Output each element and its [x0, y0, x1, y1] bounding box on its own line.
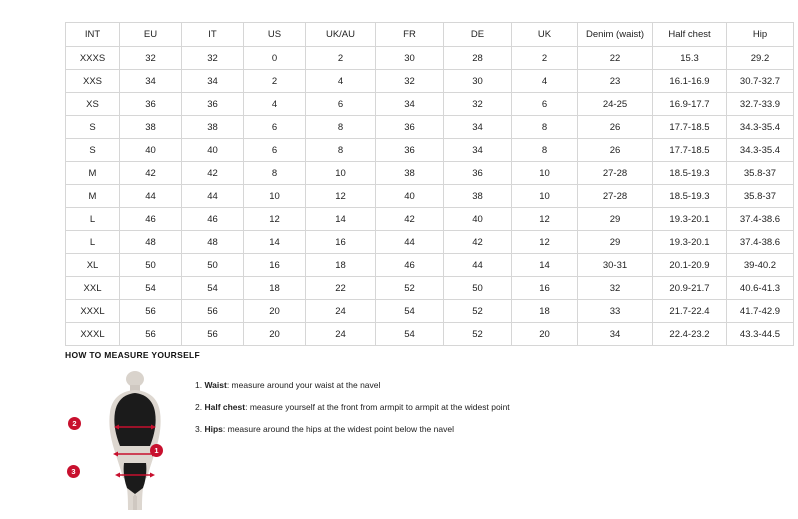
table-cell: 17.7-18.5	[653, 116, 727, 139]
column-header-us: US	[244, 23, 306, 47]
column-header-int: INT	[66, 23, 120, 47]
table-cell: 23	[578, 70, 653, 93]
table-cell: 34.3-35.4	[727, 139, 794, 162]
table-cell: 30	[444, 70, 512, 93]
table-cell: 52	[444, 300, 512, 323]
table-cell: 4	[244, 93, 306, 116]
table-cell: 2	[306, 47, 376, 70]
table-cell: 30	[376, 47, 444, 70]
table-cell: S	[66, 139, 120, 162]
column-header-de: DE	[444, 23, 512, 47]
how-to-measure-title: HOW TO MEASURE YOURSELF	[65, 350, 201, 360]
how-to-measure-section	[65, 350, 735, 510]
table-cell: 54	[376, 323, 444, 346]
table-row	[66, 231, 794, 254]
table-cell: 37.4-38.6	[727, 208, 794, 231]
table-cell: 24	[306, 323, 376, 346]
table-cell: 33	[578, 300, 653, 323]
table-row	[66, 185, 794, 208]
table-row	[66, 277, 794, 300]
table-header-row	[66, 23, 794, 47]
table-cell: 14	[306, 208, 376, 231]
size-chart-container	[65, 22, 781, 346]
table-cell: 42	[444, 231, 512, 254]
table-cell: 42	[182, 162, 244, 185]
table-row	[66, 116, 794, 139]
table-cell: 28	[444, 47, 512, 70]
measure-instructions-list	[185, 370, 510, 446]
table-cell: 22	[578, 47, 653, 70]
table-cell: 4	[512, 70, 578, 93]
table-cell: 20	[244, 323, 306, 346]
table-cell: 38	[120, 116, 182, 139]
column-header-denim-waist: Denim (waist)	[578, 23, 653, 47]
table-cell: 19.3-20.1	[653, 231, 727, 254]
table-cell: 15.3	[653, 47, 727, 70]
table-cell: 30.7-32.7	[727, 70, 794, 93]
table-cell: M	[66, 162, 120, 185]
table-cell: 20.9-21.7	[653, 277, 727, 300]
table-cell: 54	[182, 277, 244, 300]
table-cell: 18	[512, 300, 578, 323]
table-row	[66, 47, 794, 70]
table-cell: 6	[306, 93, 376, 116]
table-cell: 19.3-20.1	[653, 208, 727, 231]
table-cell: 40	[376, 185, 444, 208]
table-cell: 46	[120, 208, 182, 231]
instruction-number-3: 3.	[195, 424, 203, 434]
measure-instruction-hips	[195, 424, 510, 435]
table-cell: 54	[120, 277, 182, 300]
table-cell: 40	[182, 139, 244, 162]
column-header-fr: FR	[376, 23, 444, 47]
table-cell: 21.7-22.4	[653, 300, 727, 323]
table-cell: 16.1-16.9	[653, 70, 727, 93]
table-cell: 36	[444, 162, 512, 185]
table-cell: 46	[376, 254, 444, 277]
table-cell: L	[66, 231, 120, 254]
table-cell: 30-31	[578, 254, 653, 277]
instruction-text-half-chest: : measure yourself at the front from armpit to armpit at the widest point	[245, 402, 510, 412]
table-cell: 24	[306, 300, 376, 323]
table-row	[66, 70, 794, 93]
table-cell: 44	[120, 185, 182, 208]
table-cell: 8	[306, 139, 376, 162]
table-cell: 2	[512, 47, 578, 70]
measure-bullet-3: 3	[67, 465, 80, 478]
table-cell: 8	[244, 162, 306, 185]
table-cell: 32	[182, 47, 244, 70]
table-cell: 34	[444, 116, 512, 139]
table-cell: 36	[182, 93, 244, 116]
table-cell: 32.7-33.9	[727, 93, 794, 116]
table-cell: 27-28	[578, 162, 653, 185]
table-cell: 10	[306, 162, 376, 185]
table-cell: 8	[512, 139, 578, 162]
table-cell: 34	[444, 139, 512, 162]
table-cell: 34	[182, 70, 244, 93]
table-cell: 40	[444, 208, 512, 231]
table-cell: 50	[182, 254, 244, 277]
column-header-uk: UK	[512, 23, 578, 47]
table-cell: 56	[182, 323, 244, 346]
table-cell: 6	[244, 139, 306, 162]
table-cell: 36	[376, 116, 444, 139]
table-cell: 32	[376, 70, 444, 93]
table-cell: 10	[512, 185, 578, 208]
table-cell: 38	[182, 116, 244, 139]
measure-instruction-waist	[195, 380, 510, 391]
table-cell: 54	[376, 300, 444, 323]
table-cell: 10	[512, 162, 578, 185]
table-cell: 41.7-42.9	[727, 300, 794, 323]
table-cell: 48	[182, 231, 244, 254]
table-cell: 35.8-37	[727, 185, 794, 208]
table-cell: 16.9-17.7	[653, 93, 727, 116]
mannequin-illustration	[85, 370, 185, 510]
table-cell: 35.8-37	[727, 162, 794, 185]
instruction-number-2: 2.	[195, 402, 203, 412]
table-cell: 48	[120, 231, 182, 254]
table-cell: 29	[578, 231, 653, 254]
table-cell: 29.2	[727, 47, 794, 70]
table-cell: 18.5-19.3	[653, 185, 727, 208]
table-cell: 38	[444, 185, 512, 208]
table-cell: 37.4-38.6	[727, 231, 794, 254]
table-cell: 56	[182, 300, 244, 323]
table-cell: 14	[244, 231, 306, 254]
table-cell: S	[66, 116, 120, 139]
table-cell: 44	[182, 185, 244, 208]
table-cell: XXXL	[66, 300, 120, 323]
table-cell: 44	[444, 254, 512, 277]
mannequin-figure-container	[65, 370, 185, 510]
table-row	[66, 208, 794, 231]
table-cell: 36	[376, 139, 444, 162]
table-cell: 50	[120, 254, 182, 277]
table-cell: 22	[306, 277, 376, 300]
table-cell: 16	[244, 254, 306, 277]
table-cell: XXL	[66, 277, 120, 300]
table-cell: 40.6-41.3	[727, 277, 794, 300]
table-cell: M	[66, 185, 120, 208]
column-header-it: IT	[182, 23, 244, 47]
table-cell: 42	[376, 208, 444, 231]
instruction-term-hips: Hips	[204, 424, 223, 434]
table-cell: 6	[244, 116, 306, 139]
column-header-eu: EU	[120, 23, 182, 47]
table-cell: 12	[512, 231, 578, 254]
table-cell: 27-28	[578, 185, 653, 208]
table-cell: XXXL	[66, 323, 120, 346]
table-cell: XL	[66, 254, 120, 277]
table-cell: 10	[244, 185, 306, 208]
table-cell: 46	[182, 208, 244, 231]
table-body	[66, 47, 794, 346]
table-cell: 29	[578, 208, 653, 231]
table-cell: XXS	[66, 70, 120, 93]
how-to-measure-body	[65, 370, 735, 510]
table-row	[66, 300, 794, 323]
table-cell: 16	[306, 231, 376, 254]
table-cell: 20	[244, 300, 306, 323]
instruction-term-waist: Waist	[204, 380, 227, 390]
table-cell: 50	[444, 277, 512, 300]
instruction-number-1: 1.	[195, 380, 203, 390]
table-cell: 12	[512, 208, 578, 231]
table-cell: XXXS	[66, 47, 120, 70]
table-cell: 44	[376, 231, 444, 254]
table-cell: 43.3-44.5	[727, 323, 794, 346]
table-cell: 52	[376, 277, 444, 300]
table-cell: 22.4-23.2	[653, 323, 727, 346]
measure-bullet-2: 2	[68, 417, 81, 430]
table-cell: 24-25	[578, 93, 653, 116]
table-row	[66, 93, 794, 116]
table-cell: 34.3-35.4	[727, 116, 794, 139]
table-row	[66, 139, 794, 162]
table-cell: L	[66, 208, 120, 231]
table-cell: 8	[512, 116, 578, 139]
table-cell: 0	[244, 47, 306, 70]
table-row	[66, 162, 794, 185]
table-cell: 26	[578, 139, 653, 162]
column-header-half-chest: Half chest	[653, 23, 727, 47]
table-cell: 6	[512, 93, 578, 116]
table-cell: 38	[376, 162, 444, 185]
table-cell: 34	[120, 70, 182, 93]
table-row	[66, 323, 794, 346]
table-cell: 8	[306, 116, 376, 139]
table-cell: 17.7-18.5	[653, 139, 727, 162]
instruction-term-half-chest: Half chest	[204, 402, 246, 412]
table-cell: 12	[306, 185, 376, 208]
table-row	[66, 254, 794, 277]
measure-instruction-half-chest	[195, 402, 510, 413]
column-header-uk-au: UK/AU	[306, 23, 376, 47]
table-cell: 52	[444, 323, 512, 346]
instruction-text-waist: : measure around your waist at the navel	[226, 380, 381, 390]
table-cell: 20.1-20.9	[653, 254, 727, 277]
table-cell: 56	[120, 300, 182, 323]
table-cell: 39-40.2	[727, 254, 794, 277]
table-cell: 32	[120, 47, 182, 70]
table-cell: 32	[578, 277, 653, 300]
table-cell: 20	[512, 323, 578, 346]
table-cell: 18.5-19.3	[653, 162, 727, 185]
measure-bullet-1: 1	[150, 444, 163, 457]
table-cell: 2	[244, 70, 306, 93]
size-chart-table	[65, 22, 794, 346]
table-cell: 34	[578, 323, 653, 346]
table-cell: 26	[578, 116, 653, 139]
table-cell: 12	[244, 208, 306, 231]
column-header-hip: Hip	[727, 23, 794, 47]
table-cell: 16	[512, 277, 578, 300]
table-cell: XS	[66, 93, 120, 116]
table-cell: 40	[120, 139, 182, 162]
table-cell: 42	[120, 162, 182, 185]
table-cell: 56	[120, 323, 182, 346]
table-cell: 4	[306, 70, 376, 93]
table-cell: 14	[512, 254, 578, 277]
table-cell: 34	[376, 93, 444, 116]
table-cell: 32	[444, 93, 512, 116]
table-cell: 18	[306, 254, 376, 277]
table-cell: 18	[244, 277, 306, 300]
instruction-text-hips: : measure around the hips at the widest point below the navel	[222, 424, 454, 434]
table-cell: 36	[120, 93, 182, 116]
